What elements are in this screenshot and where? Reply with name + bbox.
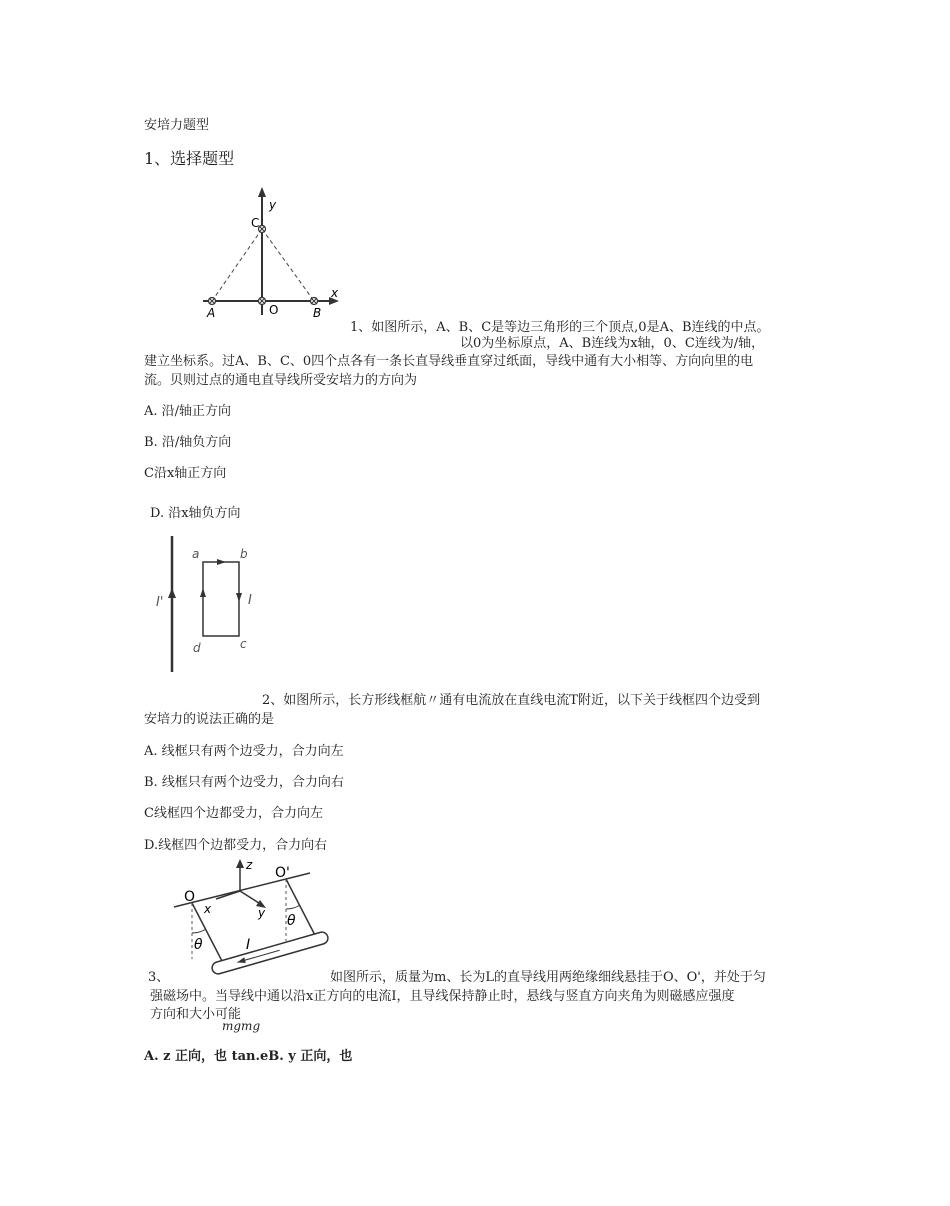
q1-label-y: y	[269, 198, 277, 212]
q1-triangle-figure	[195, 185, 355, 325]
q1-text-line2: 以0为坐标原点，A、B连线为x轴，0、C连线为/轴，	[460, 336, 765, 351]
q3-number: 3、	[148, 970, 170, 985]
q2-option-b: B. 线框只有两个边受力，合力向右	[144, 775, 344, 790]
section-heading: 1、选择题型	[144, 149, 235, 168]
q2-label-i: I	[248, 593, 252, 608]
q3-text-line1: 如图所示，质量为m、长为L的直导线用两绝缘细线悬挂于O、O'，并处于匀	[330, 970, 766, 985]
q3-label-theta-left: θ	[194, 937, 203, 953]
q1-option-b: B. 沿/轴负方向	[144, 435, 232, 450]
q1-option-a: A. 沿/轴正方向	[144, 404, 232, 419]
q2-text-line2: 安培力的说法正确的是	[144, 712, 275, 727]
q3-label-x: x	[204, 902, 212, 916]
q2-loop-figure	[150, 530, 270, 678]
q1-option-d: D. 沿x轴负方向	[150, 506, 241, 521]
q3-label-z: z	[246, 858, 253, 872]
q1-text-line1: 1、如图所示，A、B、C是等边三角形的三个顶点,0是A、B连线的中点。	[350, 320, 770, 335]
q3-text-line3: 方向和大小可能	[150, 1007, 242, 1022]
q2-label-b: b	[240, 547, 248, 561]
q1-label-x: x	[331, 286, 339, 300]
q3-label-i: I	[246, 937, 251, 953]
q1-text-line4: 流。贝则过点的通电直导线所受安培力的方向为	[144, 373, 418, 388]
q1-label-b: B	[313, 306, 322, 320]
q2-option-d: D.线框四个边都受力，合力向右	[144, 838, 328, 853]
q3-label-y: y	[258, 906, 266, 920]
q1-label-o: O	[269, 303, 279, 317]
q2-label-i-prime: I'	[156, 595, 164, 610]
q1-label-c: C	[251, 216, 260, 230]
q2-label-c: c	[240, 637, 247, 651]
q2-text-line1: 2、如图所示，长方形线框航〃通有电流放在直线电流T附近，以下关于线框四个边受到	[262, 693, 760, 708]
q1-option-c: C沿x轴正方向	[144, 466, 227, 481]
q1-label-a: A	[207, 306, 216, 320]
q3-option-a: A. z 正向，也 tan.eB. y 正向，也	[144, 1049, 353, 1064]
q2-option-a: A. 线框只有两个边受力，合力向左	[144, 744, 344, 759]
q1-text-line3: 建立坐标系。过A、B、C、0四个点各有一条长直导线垂直穿过纸面，导线中通有大小相等、方向向里的电	[144, 354, 754, 369]
q2-label-a: a	[192, 547, 200, 561]
q2-label-d: d	[193, 641, 201, 655]
q3-label-o-prime: O'	[275, 865, 290, 881]
q3-text-line2: 强磁场中。当导线中通以沿x正方向的电流I，且导线保持静止时，悬线与竖直方向夹角为则磁感应强度	[150, 989, 735, 1004]
q3-hanging-wire-figure	[170, 855, 340, 977]
q3-label-o: O	[184, 889, 196, 905]
q3-label-theta-right: θ	[287, 913, 296, 929]
q2-option-c: C线框四个边都受力，合力向左	[144, 806, 323, 821]
q3-fraction-numerators: mgmg	[222, 1019, 261, 1033]
document-title: 安培力题型	[144, 118, 210, 133]
